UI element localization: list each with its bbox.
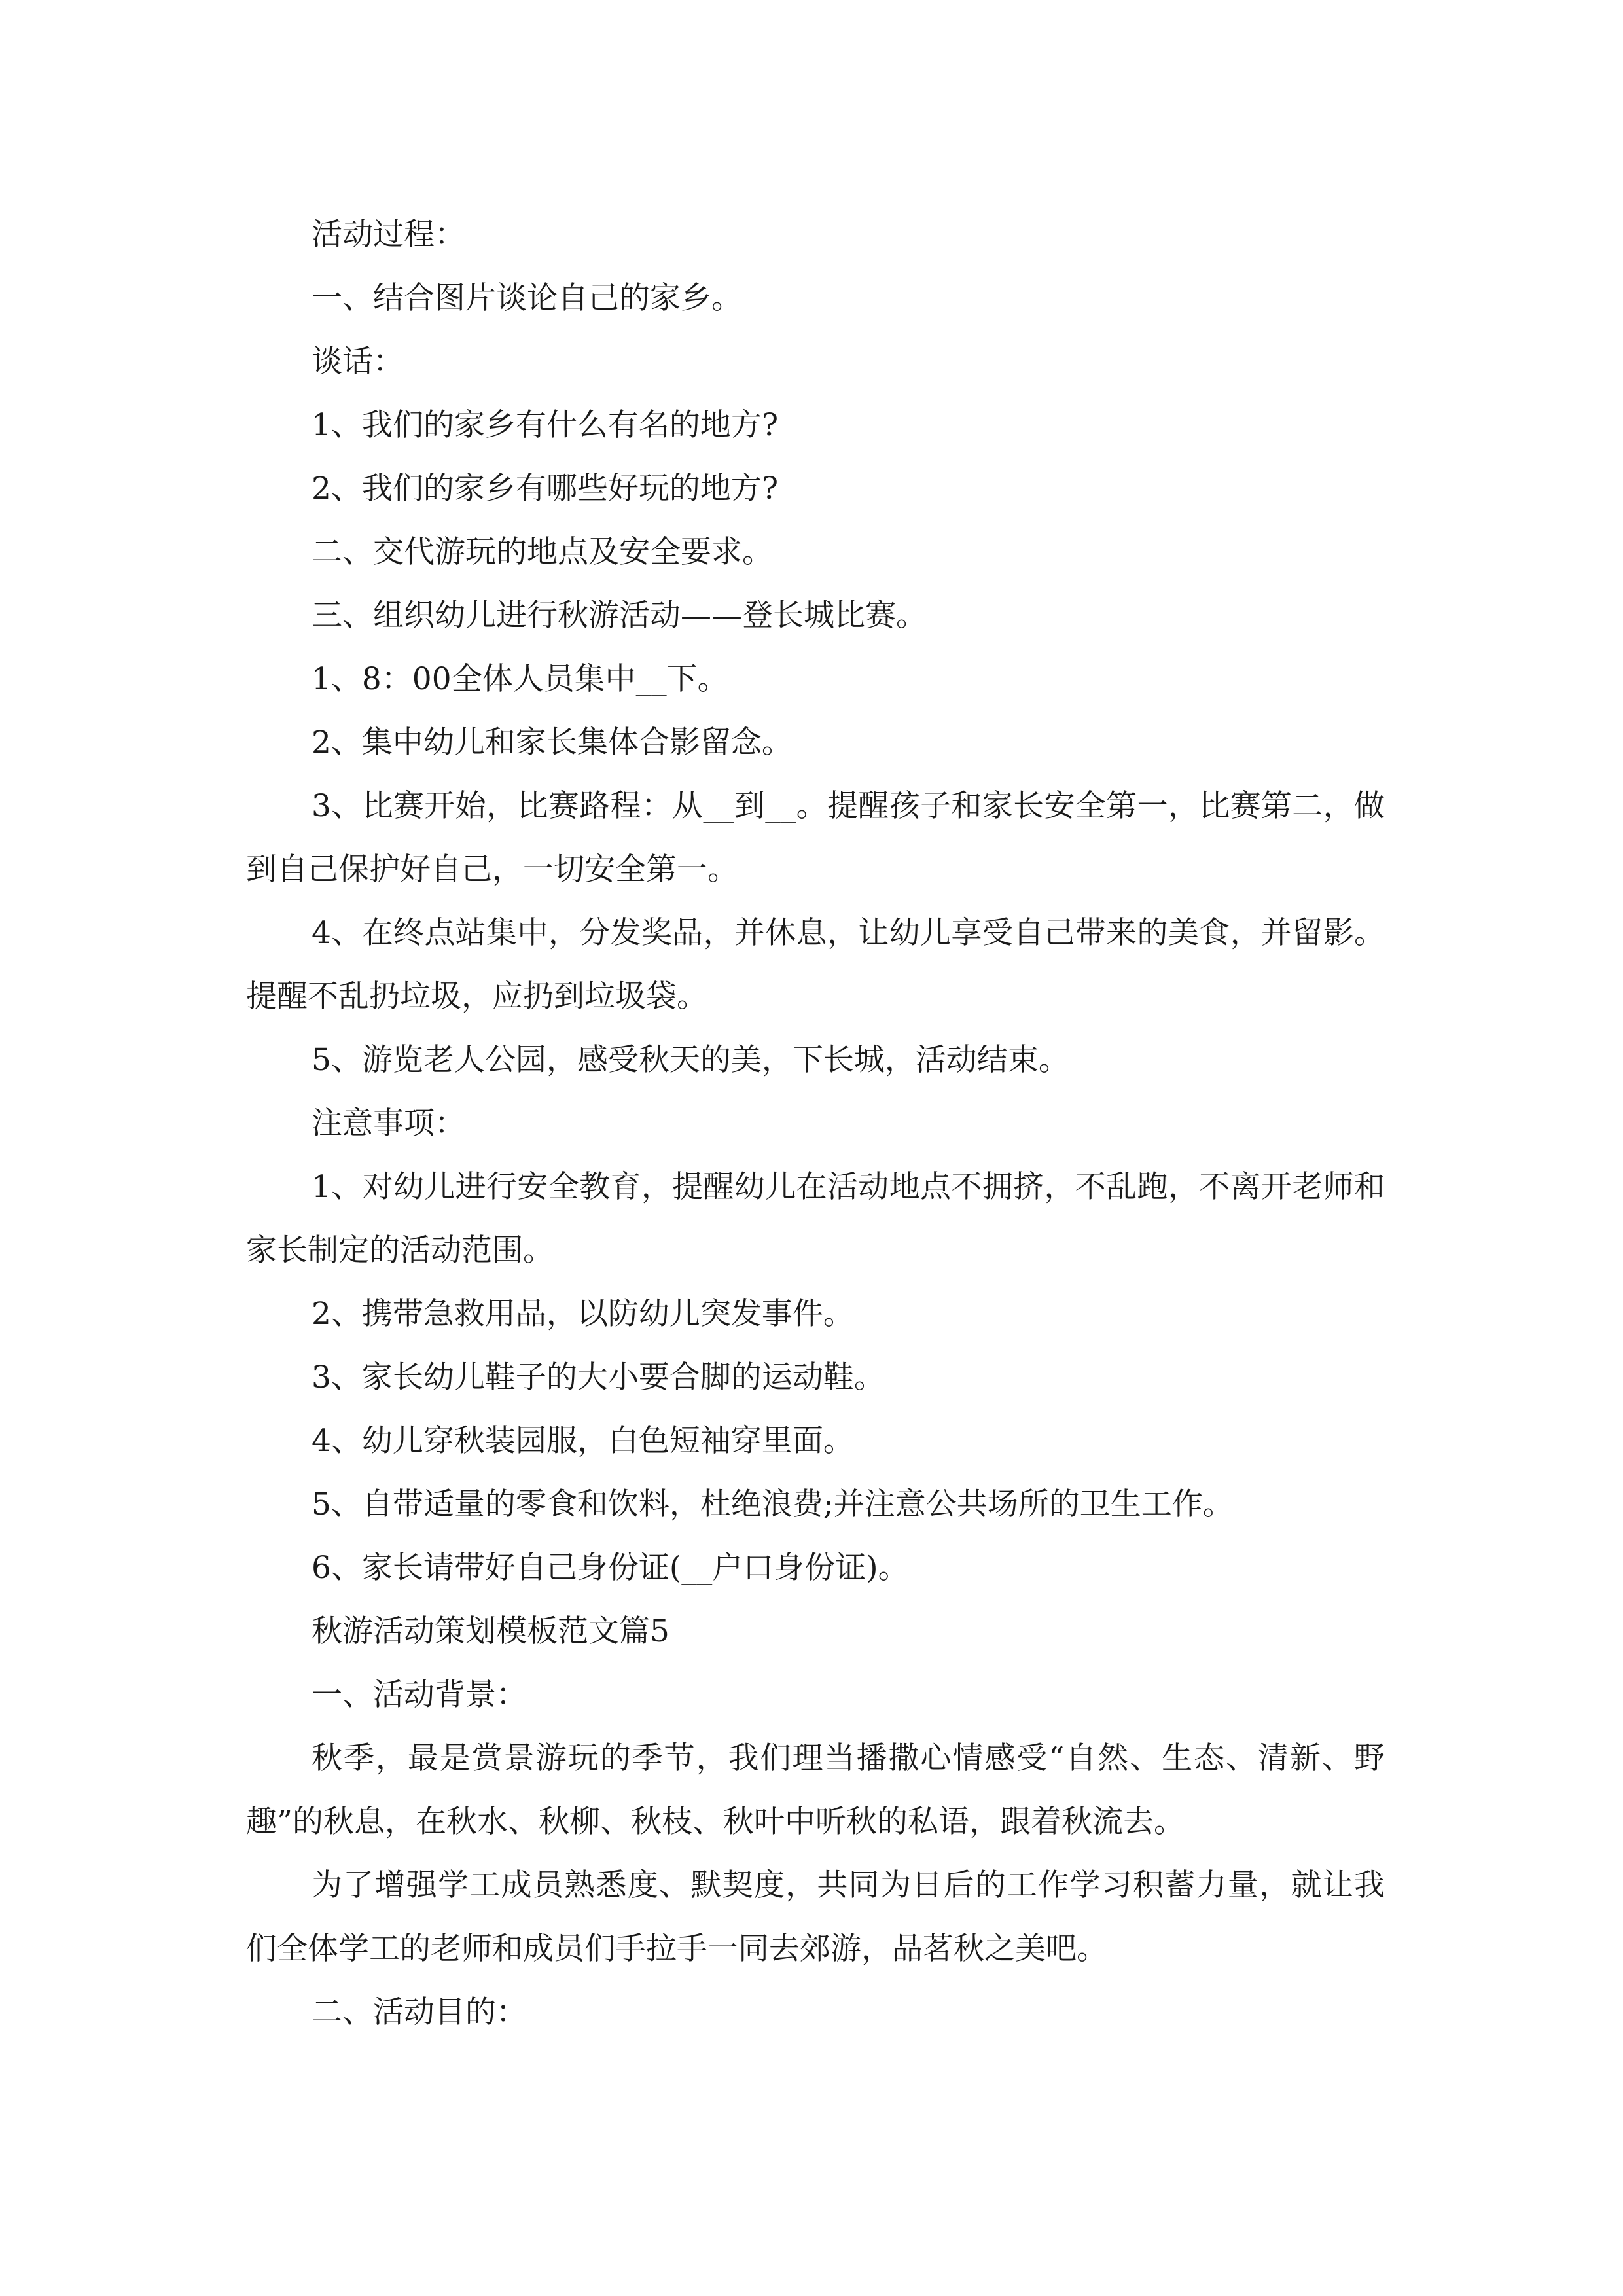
note-item-5: 5、自带适量的零食和饮料，杜绝浪费;并注意公共场所的卫生工作。	[312, 1486, 1234, 1522]
note-item-4: 4、幼儿穿秋装园服，白色短袖穿里面。	[312, 1423, 854, 1459]
activity-item-4: 4、在终点站集中，分发奖品，并休息，让幼儿享受自己带来的美食，并留影。提醒不乱扔垃圾，应扔到垃圾袋。	[246, 915, 1385, 1014]
background-paragraph-1: 秋季，最是赏景游玩的季节，我们理当播撒心情感受“自然、生态、清新、野趣”的秋息，在秋水、秋柳、秋枝、秋叶中听秋的私语，跟着秋流去。	[246, 1740, 1385, 1840]
talk-question-2: 2、我们的家乡有哪些好玩的地方?	[312, 471, 779, 507]
step-three-heading: 三、组织幼儿进行秋游活动——登长城比赛。	[312, 598, 927, 634]
section-heading-background: 一、活动背景：	[312, 1677, 527, 1713]
step-two-heading: 二、交代游玩的地点及安全要求。	[312, 534, 773, 570]
talk-question-1: 1、我们的家乡有什么有名的地方?	[312, 407, 779, 443]
note-item-2: 2、携带急救用品，以防幼儿突发事件。	[312, 1296, 854, 1332]
step-one-heading: 一、结合图片谈论自己的家乡。	[312, 280, 742, 316]
talk-label: 谈话：	[312, 344, 404, 380]
note-item-3: 3、家长幼儿鞋子的大小要合脚的运动鞋。	[312, 1359, 885, 1395]
activity-item-5: 5、游览老人公园，感受秋天的美，下长城，活动结束。	[312, 1042, 1069, 1078]
note-item-1: 1、对幼儿进行安全教育，提醒幼儿在活动地点不拥挤，不乱跑，不离开老师和家长制定的活动范围。	[246, 1169, 1385, 1268]
article-title: 秋游活动策划模板范文篇5	[312, 1613, 669, 1649]
activity-item-2: 2、集中幼儿和家长集体合影留念。	[312, 725, 793, 761]
activity-item-1: 1、8：00全体人员集中__下。	[312, 661, 728, 697]
background-paragraph-2: 为了增强学工成员熟悉度、默契度，共同为日后的工作学习积蓄力量，就让我们全体学工的老师和成员们手拉手一同去郊游，品茗秋之美吧。	[246, 1867, 1385, 1967]
section-heading-notes: 注意事项：	[312, 1105, 465, 1141]
section-heading-process: 活动过程：	[312, 217, 465, 253]
document-body	[246, 203, 1385, 2044]
activity-item-3: 3、比赛开始，比赛路程：从__到__。提醒孩子和家长安全第一，比赛第二，做到自己保护好自己，一切安全第一。	[246, 788, 1385, 888]
section-heading-purpose: 二、活动目的：	[312, 1994, 527, 2030]
note-item-6: 6、家长请带好自己身份证(__户口身份证)。	[312, 1550, 909, 1586]
